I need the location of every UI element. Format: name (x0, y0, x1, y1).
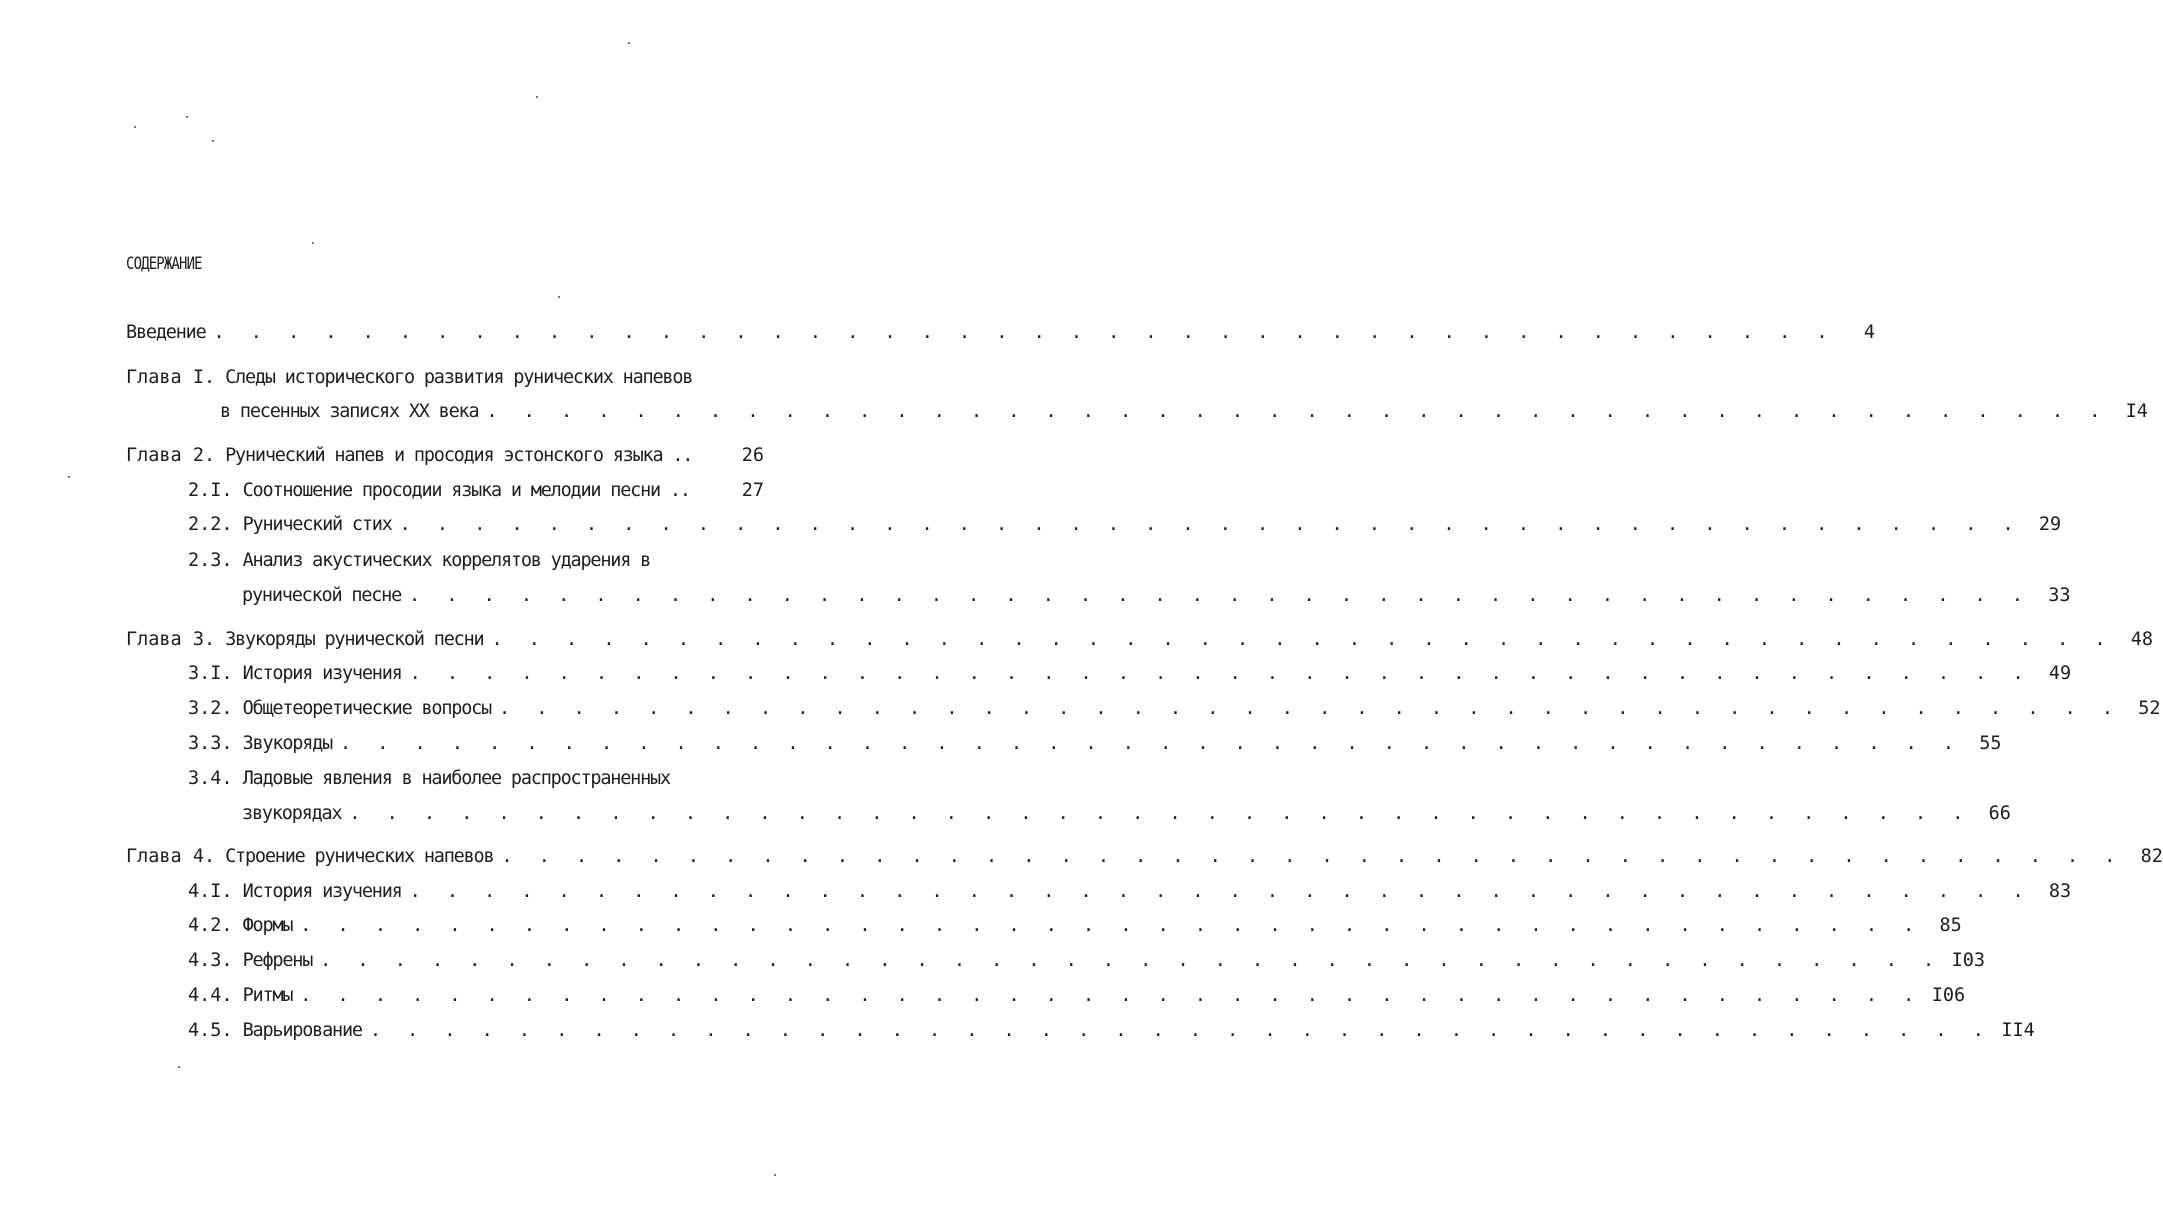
toc-page-number: I4 (2125, 401, 2148, 422)
toc-section-number: 3.2. (188, 698, 233, 719)
toc-page-number: 85 (1939, 915, 1962, 936)
toc-entry-text: Рунический напев и просодия эстонского языка .. (225, 445, 693, 466)
toc-chapter-number: Глава 4. (126, 846, 216, 867)
toc-entry-text: История изучения (242, 881, 402, 902)
toc-entry-introduction (126, 322, 1876, 348)
toc-section-number: 2.I. (188, 480, 233, 501)
scan-speck (212, 140, 214, 142)
toc-entry-chapter-3 (126, 629, 2154, 655)
toc-section-number: 4.I. (188, 881, 233, 902)
scan-speck (178, 1066, 180, 1068)
toc-entry-3-3 (188, 733, 2002, 759)
dot-leader: . . . . . . . . . . . . . . . . . . . . . . . . . . . . . . . . . . . . . . . . . . . . (491, 629, 2114, 650)
toc-page-number: 29 (2038, 514, 2062, 535)
toc-section-number: 4.3. (188, 950, 233, 971)
toc-page-number: 83 (2048, 881, 2072, 902)
toc-page-number: 33 (2048, 585, 2071, 606)
toc-section-number: 3.3. (188, 733, 233, 754)
toc-entry-text: Анализ акустических коррелятов ударения в (242, 550, 651, 571)
toc-entry-text: Звукоряды рунической песни (225, 629, 484, 650)
toc-page-number: 26 (741, 445, 764, 466)
toc-entry-4-5 (188, 1020, 2035, 1046)
dot-leader: . . . . . . . . . . . . . . . . . . . . . . . . . . . . . . . . . . . . . . . . . . . . (409, 663, 2032, 684)
toc-page-number: I03 (1951, 950, 1986, 971)
dot-leader: . . . . . . . . . . . . . . . . . . . . . . . . . . . . . . . . . . . . . . . . . . . . (340, 733, 1962, 754)
dot-leader: . . . . . . . . . . . . . . . . . . . . . . . . . . . . . . . . . . . . . . . . . . . . (320, 950, 1942, 971)
toc-page-number: 49 (2048, 663, 2072, 684)
toc-page-number: 27 (741, 480, 764, 501)
scan-speck (68, 476, 70, 478)
toc-entry-4-2 (188, 915, 1962, 941)
toc-entry-2-3-cont (242, 585, 2071, 611)
toc-entry-text: Ритмы (242, 985, 293, 1006)
dot-leader: . . . . . . . . . . . . . . . . . . . . . . . . . . . . . . . . . . . . . . . . . . . . (486, 401, 2108, 422)
toc-entry-text: Следы исторического развития рунических напевов (225, 367, 693, 388)
toc-page-number: I06 (1931, 985, 1966, 1006)
toc-section-number: 2.3. (188, 550, 233, 571)
toc-section-number: 4.4. (188, 985, 233, 1006)
toc-chapter-number: Глава 2. (126, 445, 216, 466)
toc-page-number: 66 (1988, 803, 2011, 824)
toc-entry-text: Соотношение просодии языка и мелодии песни .. (242, 480, 690, 501)
toc-entry-text: Рунический стих (242, 514, 392, 535)
toc-page-number: 52 (2138, 698, 2161, 719)
toc-section-number: 3.I. (188, 663, 233, 684)
toc-page-number: 82 (2140, 846, 2163, 867)
dot-leader: . . . . . . . . . . . . . . . . . . . . . . . . . . . . . . . . . . . . . . . . . . . . (213, 322, 1836, 343)
toc-chapter-number: Глава I. (126, 367, 216, 388)
scan-speck (628, 42, 630, 44)
toc-section-number: 4.2. (188, 915, 233, 936)
toc-page-number: 4 (1863, 322, 1876, 343)
toc-entry-text: Звукоряды (242, 733, 333, 754)
toc-entry-3-4-cont (242, 803, 2011, 829)
toc-entry-2-2 (188, 514, 2062, 540)
dot-leader: . . . . . . . . . . . . . . . . . . . . . . . . . . . . . . . . . . . . . . . . . . . . (499, 698, 2121, 719)
toc-entry-chapter-4 (126, 846, 2163, 872)
toc-entry-4-3 (188, 950, 1986, 976)
scan-speck (186, 116, 188, 118)
toc-entry-text: Общетеоретические вопросы (242, 698, 492, 719)
toc-entry-4-1 (188, 881, 2072, 907)
toc-entry-text: в песенных записях XX века (220, 401, 479, 422)
toc-entry-text: Введение (126, 322, 206, 343)
scan-speck (536, 96, 538, 98)
dot-leader: . . . . . . . . . . . . . . . . . . . . . . . . . . . . . . . . . . . . . . . . . . . . (409, 881, 2032, 902)
dot-leader: . . . . . . . . . . . . . . . . . . . . . . . . . . . . . . . . . . . . . . . . . . . . (300, 985, 1922, 1006)
toc-entry-text: Строение рунических напевов (225, 846, 494, 867)
toc-page-number: II4 (2001, 1020, 2035, 1041)
dot-leader: . . . . . . . . . . . . . . . . . . . . . . . . . . . . . . . . . . . . . . . . . . . . (399, 514, 2022, 535)
scan-speck (774, 1174, 776, 1176)
toc-section-number: 2.2. (188, 514, 233, 535)
toc-entry-chapter-1-cont (220, 401, 2148, 427)
toc-entry-text: Рефрены (242, 950, 313, 971)
toc-entry-text: звукорядах (242, 803, 342, 824)
scan-speck (558, 296, 560, 298)
dot-leader: . . . . . . . . . . . . . . . . . . . . . . . . . . . . . . . . . . . . . . . . . . . . (349, 803, 1971, 824)
toc-entry-text: История изучения (242, 663, 402, 684)
contents-heading: СОДЕРЖАНИЕ (126, 254, 202, 274)
scan-speck (312, 242, 314, 244)
toc-entry-chapter-2 (126, 445, 764, 471)
toc-entry-2-1 (188, 480, 764, 506)
dot-leader: . . . . . . . . . . . . . . . . . . . . . . . . . . . . . . . . . . . . . . . . . . . . (501, 846, 2123, 867)
toc-entry-text: Ладовые явления в наиболее распространенных (242, 768, 670, 789)
toc-entry-3-1 (188, 663, 2072, 689)
toc-entry-3-2 (188, 698, 2161, 724)
toc-entry-chapter-1 (126, 367, 764, 393)
toc-page-number: 48 (2130, 629, 2154, 650)
toc-page-number: 55 (1979, 733, 2002, 754)
dot-leader: . . . . . . . . . . . . . . . . . . . . . . . . . . . . . . . . . . . . . . . . . . . . (369, 1020, 1992, 1041)
toc-section-number: 4.5. (188, 1020, 233, 1041)
toc-chapter-number: Глава 3. (126, 629, 216, 650)
scan-speck (134, 126, 136, 128)
toc-entry-text: Варьирование (242, 1020, 362, 1041)
toc-entry-text: рунической песне (242, 585, 402, 606)
toc-entry-3-4 (188, 768, 764, 794)
toc-entry-text: Формы (242, 915, 293, 936)
toc-section-number: 3.4. (188, 768, 233, 789)
dot-leader: . . . . . . . . . . . . . . . . . . . . . . . . . . . . . . . . . . . . . . . . . . . . (300, 915, 1922, 936)
dot-leader: . . . . . . . . . . . . . . . . . . . . . . . . . . . . . . . . . . . . . . . . . . . . (409, 585, 2031, 606)
toc-entry-2-3 (188, 550, 764, 576)
toc-entry-4-4 (188, 985, 1966, 1011)
